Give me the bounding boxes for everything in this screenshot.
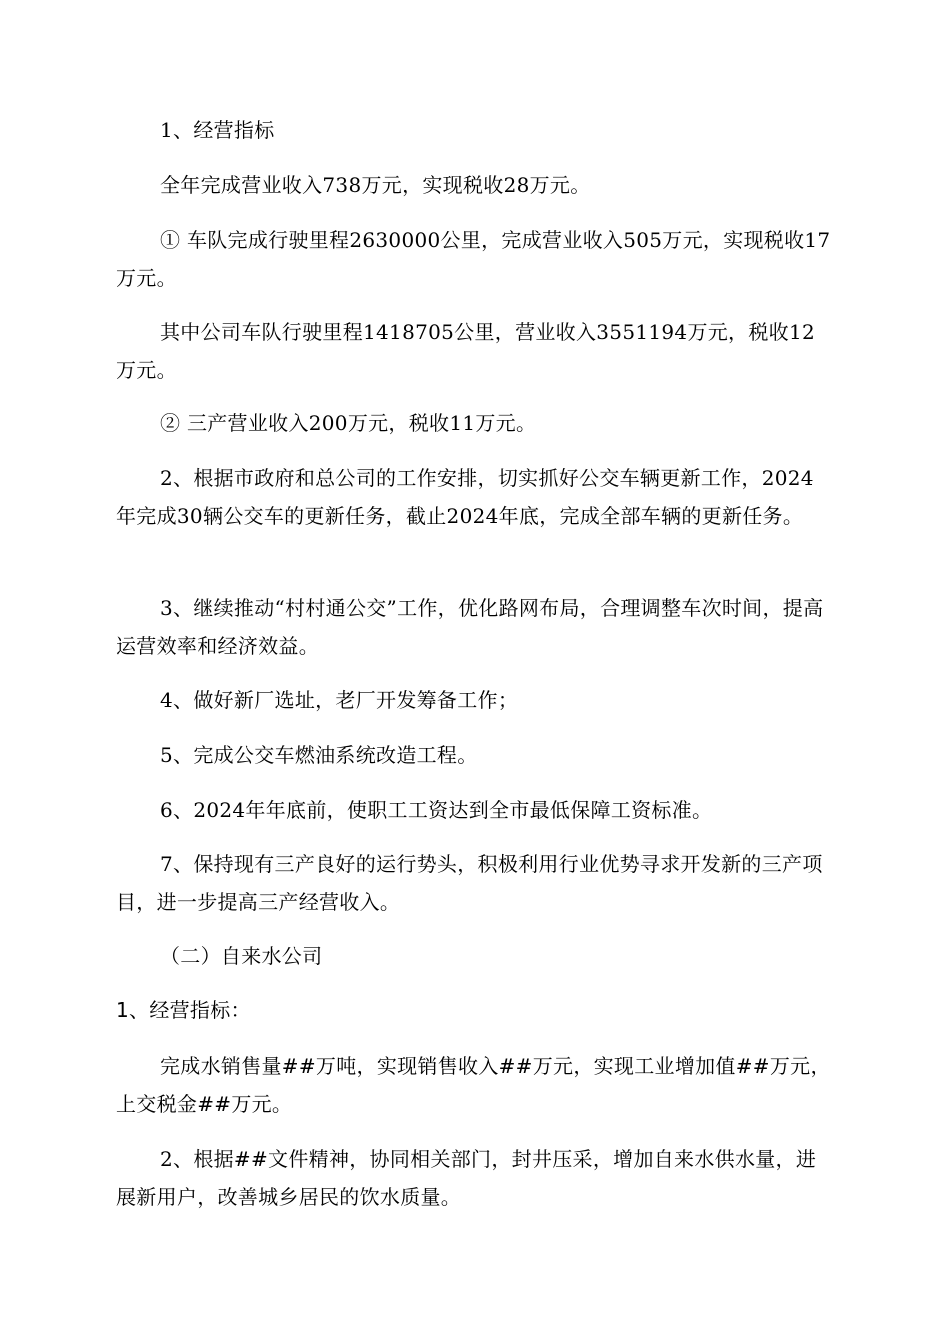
annual-revenue-paragraph: 全年完成营业收入738万元，实现税收28万元。 [160,173,591,197]
fleet-mileage-paragraph: ① 车队完成行驶里程2630000公里，完成营业收入505万元，实现税收17万元。 [116,228,831,290]
water-supply-paragraph: 2、根据##文件精神，协同相关部门，封井压采，增加自来水供水量，进展新用户，改善城乡居民的饮水质量。 [116,1147,817,1209]
wage-standard-paragraph: 6、2024年年底前，使职工工资达到全市最低保障工资标准。 [160,798,713,822]
section-heading-operating-indicators: 1、经营指标 [160,118,275,142]
water-sales-paragraph: 完成水销售量##万吨，实现销售收入##万元，实现工业增加值##万元，上交税金##万元。 [116,1054,831,1116]
company-fleet-paragraph: 其中公司车队行驶里程1418705公里，营业收入3551194万元，税收12万元。 [116,320,815,382]
section-heading-water-company: （二）自来水公司 [160,944,323,968]
water-operating-indicators-heading: 1、经营指标： [116,998,251,1022]
fuel-system-paragraph: 5、完成公交车燃油系统改造工程。 [160,743,478,767]
tertiary-projects-paragraph: 7、保持现有三产良好的运行势头，积极利用行业优势寻求开发新的三产项目，进一步提高三产经营收入。 [116,852,823,914]
tertiary-revenue-paragraph: ② 三产营业收入200万元，税收11万元。 [160,411,537,435]
new-plant-paragraph: 4、做好新厂选址，老厂开发筹备工作； [160,688,519,712]
bus-renewal-paragraph: 2、根据市政府和总公司的工作安排，切实抓好公交车辆更新工作，2024年完成30辆公交车的更新任务，截止2024年底，完成全部车辆的更新任务。 [116,466,814,528]
village-bus-paragraph: 3、继续推动“村村通公交”工作，优化路网布局，合理调整车次时间，提高运营效率和经济效益。 [116,596,824,658]
